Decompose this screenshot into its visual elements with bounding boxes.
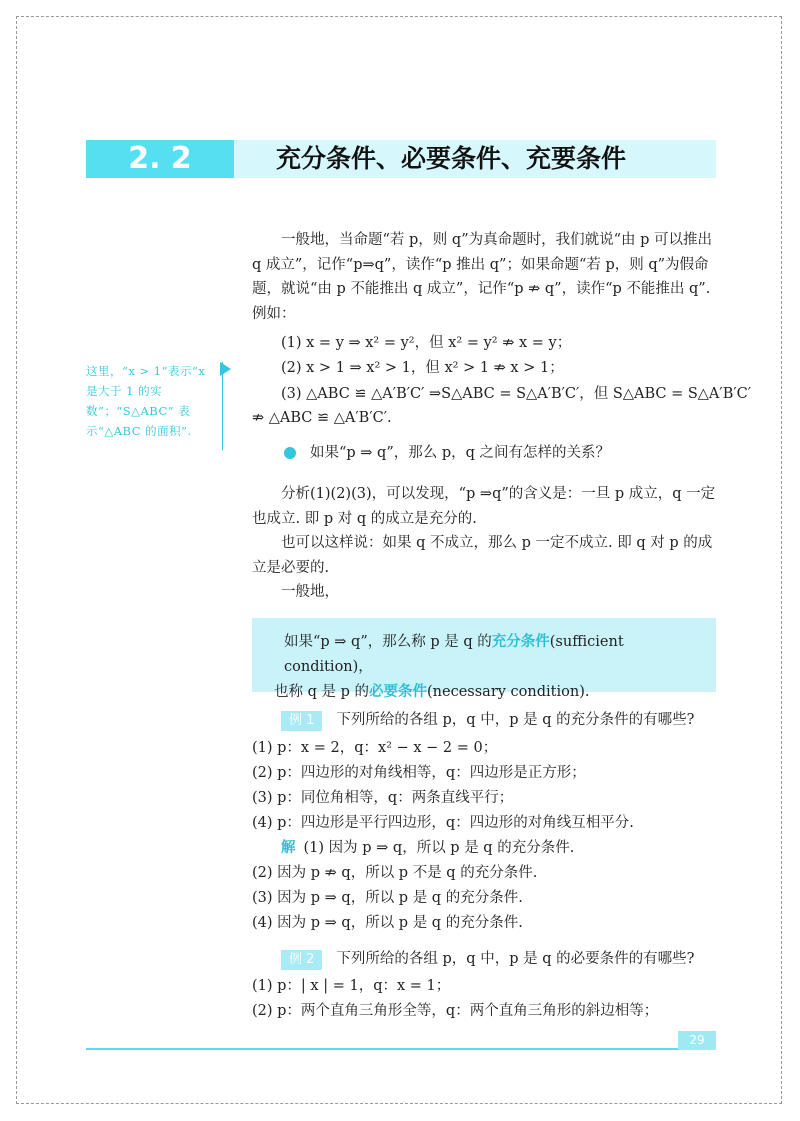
definition-text-2: (sufficient condition)，: [284, 634, 624, 675]
section-number: 2. 2: [86, 140, 234, 178]
example-1-item: (1) p：x = 2，q：x² − x − 2 = 0；: [252, 740, 498, 756]
margin-note: 这里，“x > 1”表示“x 是大于 1 的实数”；“S△ABC” 表示“△ABC 的面积”.: [86, 364, 206, 438]
term-necessary-condition: 必要条件: [369, 684, 428, 700]
solution-text: (1) 因为 p ⇒ q，所以 p 是 q 的充分条件.: [303, 840, 575, 856]
solution-tag: 解: [281, 840, 296, 856]
analysis-paragraph-1: 分析(1)(2)(3)，可以发现，“p ⇒q”的含义是：一旦 p 成立，q 一定也成立. 即 p 对 q 的成立是充分的.: [252, 486, 716, 527]
example-2-item: (2) p：两个直角三角形全等，q：两个直角三角形的斜边相等；: [252, 1003, 659, 1019]
example-1-item: (2) p：四边形的对角线相等，q：四边形是正方形；: [252, 765, 586, 781]
section-header: [86, 140, 716, 178]
intro-example-3-cont: ⇏ △ABC ≌ △A′B′C′.: [252, 410, 392, 426]
definition-line-1: [284, 630, 716, 680]
example-1-solution: (4) 因为 p ⇒ q，所以 p 是 q 的充分条件.: [252, 915, 523, 931]
intro-example-3: (3) △ABC ≌ △A′B′C′ ⇒S△ABC = S△A′B′C′，但 S△ABC = S△A′B′C′: [281, 386, 752, 402]
example-2-question: 下列所给的各组 p，q 中，p 是 q 的必要条件的有哪些?: [336, 951, 695, 967]
page-number: 29: [678, 1031, 716, 1050]
example-2-item: (1) p：| x | = 1，q：x = 1；: [252, 978, 451, 994]
section-title: 充分条件、必要条件、充要条件: [276, 144, 627, 173]
example-1-question: 下列所给的各组 p，q 中，p 是 q 的充分条件的有哪些?: [336, 712, 695, 728]
analysis-paragraph-3: 一般地，: [281, 584, 339, 600]
example-1-solution: (2) 因为 p ⇏ q，所以 p 不是 q 的充分条件.: [252, 865, 538, 881]
example-1-item: (4) p：四边形是平行四边形，q：四边形的对角线互相平分.: [252, 815, 634, 831]
definition-text-3: 也称 q 是 p 的: [274, 684, 370, 700]
definition-box: [252, 618, 716, 700]
question-text: 如果“p ⇒ q”，那么 p，q 之间有怎样的关系？: [310, 445, 611, 461]
term-sufficient-condition: 充分条件: [491, 634, 550, 650]
intro-example-2: (2) x > 1 ⇒ x² > 1，但 x² > 1 ⇏ x > 1；: [281, 360, 564, 376]
example-1-tag: 例 1: [281, 711, 322, 731]
example-1-solution: (3) 因为 p ⇒ q，所以 p 是 q 的充分条件.: [252, 890, 523, 906]
definition-text-1: 如果“p ⇒ q”，那么称 p 是 q 的: [284, 634, 492, 650]
margin-note-arrow-icon: [220, 362, 231, 376]
example-1-header: [252, 708, 745, 732]
intro-example-1: (1) x = y ⇒ x² = y²，但 x² = y² ⇏ x = y；: [281, 335, 572, 351]
analysis-paragraph-2: 也可以这样说：如果 q 不成立，那么 p 一定不成立. 即 q 对 p 的成立是必要的.: [252, 535, 713, 576]
example-2-header: [252, 947, 745, 971]
example-1-solution-1: [252, 836, 745, 860]
definition-line-2: [274, 680, 716, 705]
example-1-item: (3) p：同位角相等，q：两条直线平行；: [252, 790, 514, 806]
example-2-tag: 例 2: [281, 950, 322, 970]
intro-paragraph: 一般地，当命题“若 p，则 q”为真命题时，我们就说“由 p 可以推出 q 成立”，记作“p⇒q”，读作“p 推出 q”；如果命题“若 p，则 q”为假命题，就说“由 p 不能推出 q 成立”，记作“p ⇏ q”，读作“p 不能推出 q”. 例如：: [252, 232, 713, 322]
footer-rule: [86, 1048, 716, 1050]
definition-text-4: (necessary condition).: [427, 684, 590, 700]
